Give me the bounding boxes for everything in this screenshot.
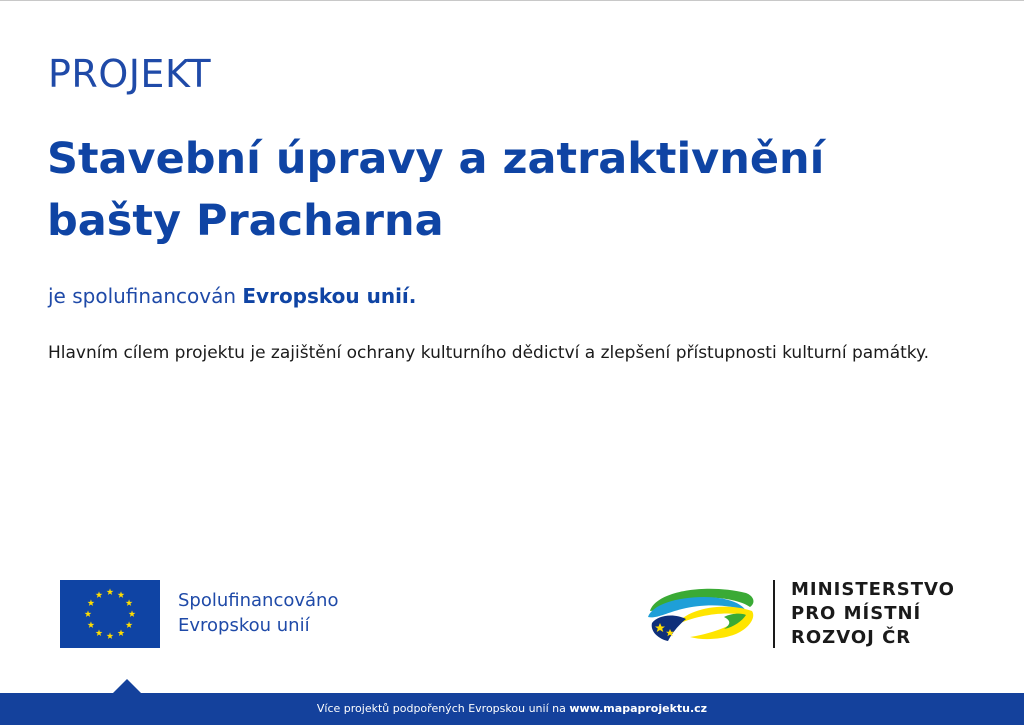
ministry-emblem-logo (646, 583, 758, 645)
project-title-line1: Stavební úpravy a zatraktivnění (47, 134, 825, 184)
project-title (47, 128, 947, 252)
ministry-logo-line3: ROZVOJ ČR (791, 627, 912, 648)
project-title-line2: bašty Pracharna (47, 196, 444, 246)
eu-logo-text (178, 588, 338, 638)
project-label: PROJEKT (48, 52, 212, 96)
eu-flag-logo (60, 580, 160, 648)
ministry-logo-line2: PRO MÍSTNÍ (791, 603, 922, 624)
ministry-logo-divider (773, 580, 775, 648)
footer-text: Více projektů podpořených Evropskou unií na (316, 702, 566, 715)
footer-link[interactable]: www.mapaprojektu.cz (569, 702, 708, 715)
cofinanced-statement (48, 284, 416, 308)
cofinanced-prefix: je spolufinancován (48, 284, 237, 308)
cofinanced-bold: Evropskou unií. (242, 284, 417, 308)
eu-logo-line1: Spolufinancováno (178, 590, 339, 611)
eu-logo-line2: Evropskou unií (178, 615, 310, 636)
ministry-logo-text (791, 578, 955, 650)
project-description: Hlavním cílem projektu je zajištění ochrany kulturního dědictví a zlepšení přístupnosti kulturní památky. (48, 343, 930, 363)
footer-notch (113, 679, 141, 693)
top-border (0, 0, 1024, 1)
footer-bar (0, 693, 1024, 725)
ministry-logo-line1: MINISTERSTVO (791, 579, 955, 600)
